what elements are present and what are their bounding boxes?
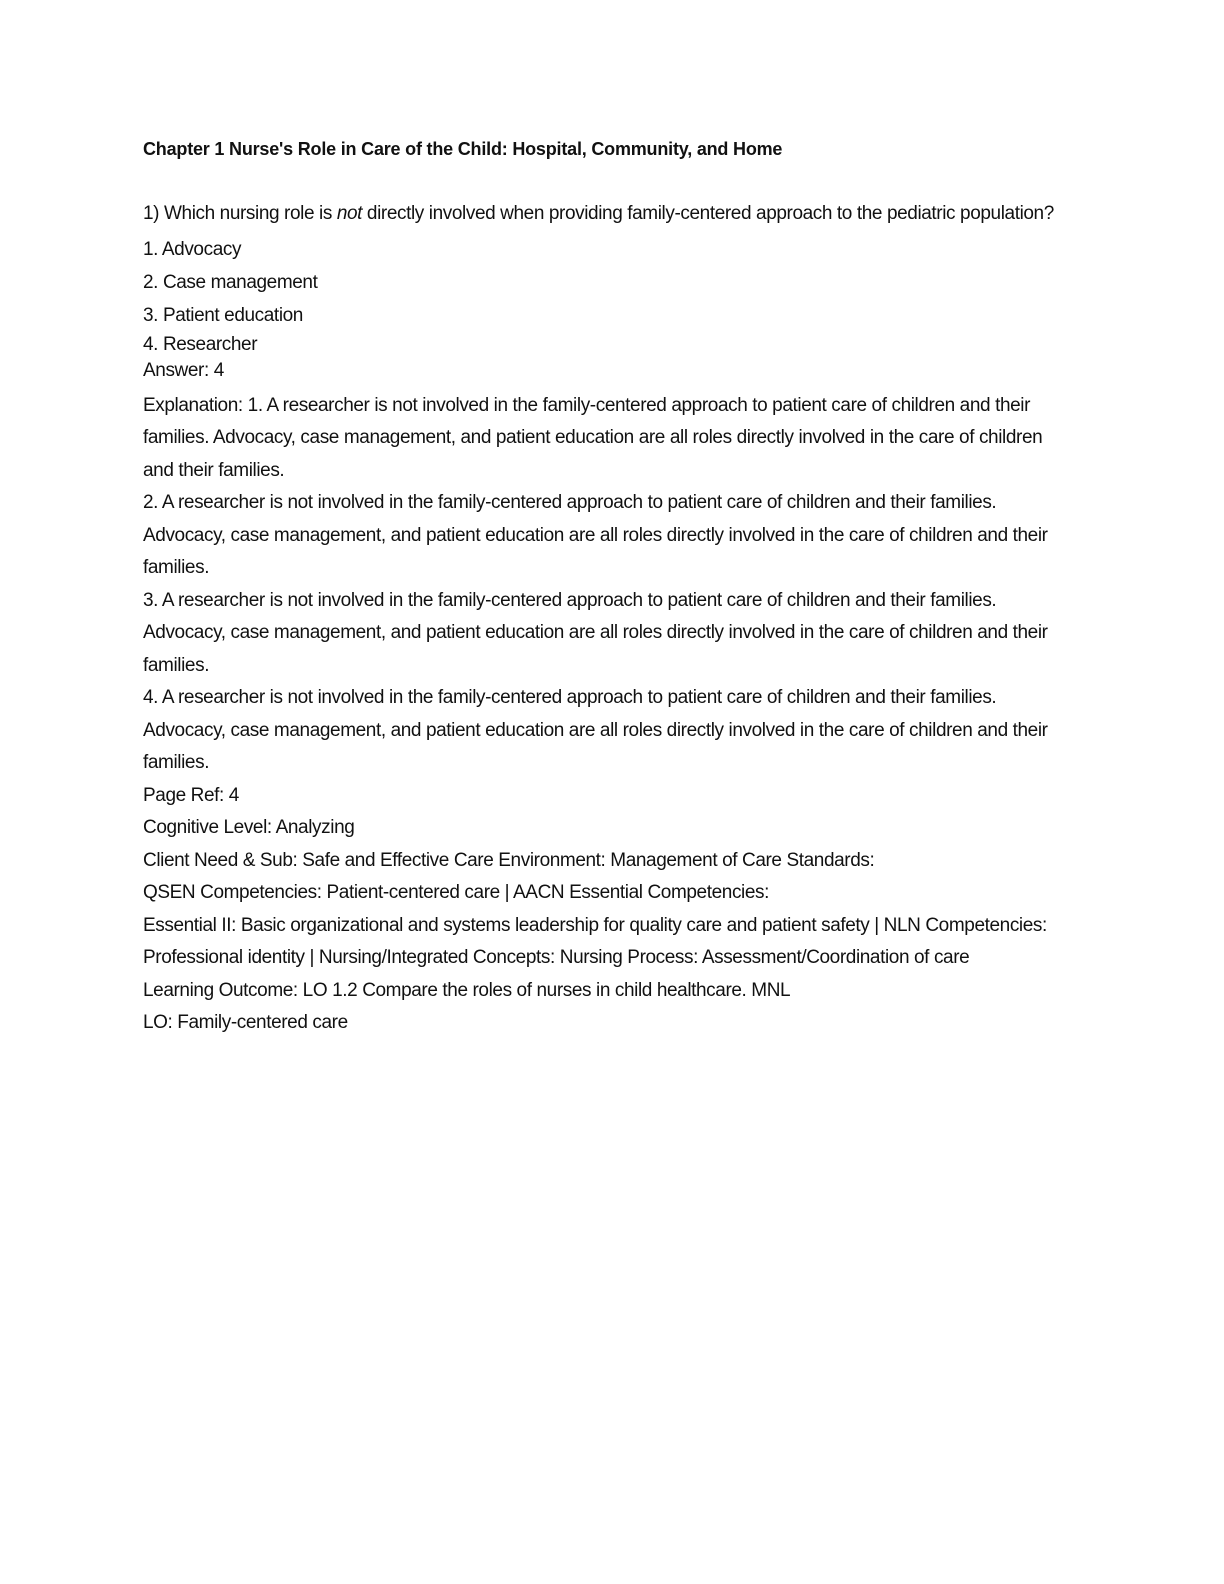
explanation-item: 4. A researcher is not involved in the family-centered approach to patient care of children and their families. Advocacy, case management, and patient education are all roles directly involved in the care of children and their families. [143,687,1048,773]
option-item [143,299,1073,332]
option-item [143,332,1073,357]
option-number: 2. [143,271,159,293]
option-number: 4. [143,333,159,355]
explanation-label: Explanation: [143,394,243,416]
explanation-item: 3. A researcher is not involved in the family-centered approach to patient care of children and their families. Advocacy, case management, and patient education are all roles directly involved in the care of children and their families. [143,589,1048,676]
qsen-competencies: QSEN Competencies: Patient-centered care | AACN Essential Competencies: [143,882,770,903]
learning-outcome: Learning Outcome: LO 1.2 Compare the roles of nurses in child healthcare. MNL [143,979,791,1001]
question-text [143,198,1073,231]
lo-line: LO: Family-centered care [143,1012,348,1033]
cognitive-level: Cognitive Level: Analyzing [143,817,355,838]
answer-label: Answer: [143,359,209,381]
chapter-title: Chapter 1 Nurse's Role in Care of the Child: Hospital, Community, and Home [143,139,783,159]
answer-value: 4 [213,359,224,381]
answer-line [143,357,1073,384]
option-number: 1. [143,238,159,260]
option-item [143,266,1073,299]
option-label: Researcher [162,333,258,355]
options-list [143,233,1073,357]
question-text-after: directly involved when providing family-centered approach to the pediatric population? [362,203,1054,224]
option-label: Advocacy [161,238,242,260]
essential-competencies: Essential II: Basic organizational and systems leadership for quality care and patient safety | NLN Competencies: Professional identity | Nursing/Integrated Concepts: Nursing Process: Assessment/Coordination of care [143,914,1047,968]
question-number: 1) [143,203,160,224]
page-ref: Page Ref: 4 [143,784,239,806]
question-emphasis: not [336,203,363,224]
explanation-block [143,390,1073,780]
option-label: Patient education [162,304,303,326]
question-text-before: Which nursing role is [164,203,337,224]
option-item [143,233,1073,266]
metadata-block [143,780,1073,1040]
explanation-item: 2. A researcher is not involved in the family-centered approach to patient care of children and their families. Advocacy, case management, and patient education are all roles directly involved in the care of children and their families. [143,492,1048,578]
client-need: Client Need & Sub: Safe and Effective Care Environment: Management of Care Standards: [143,849,875,871]
option-label: Case management [162,271,318,293]
option-number: 3. [143,304,159,326]
document-page [143,136,1073,1040]
explanation-item: Explanation: 1. A researcher is not involved in the family-centered approach to patient care of children and their families. Advocacy, case management, and patient education are all roles directly involved in the care of children and their families. [143,394,1043,481]
